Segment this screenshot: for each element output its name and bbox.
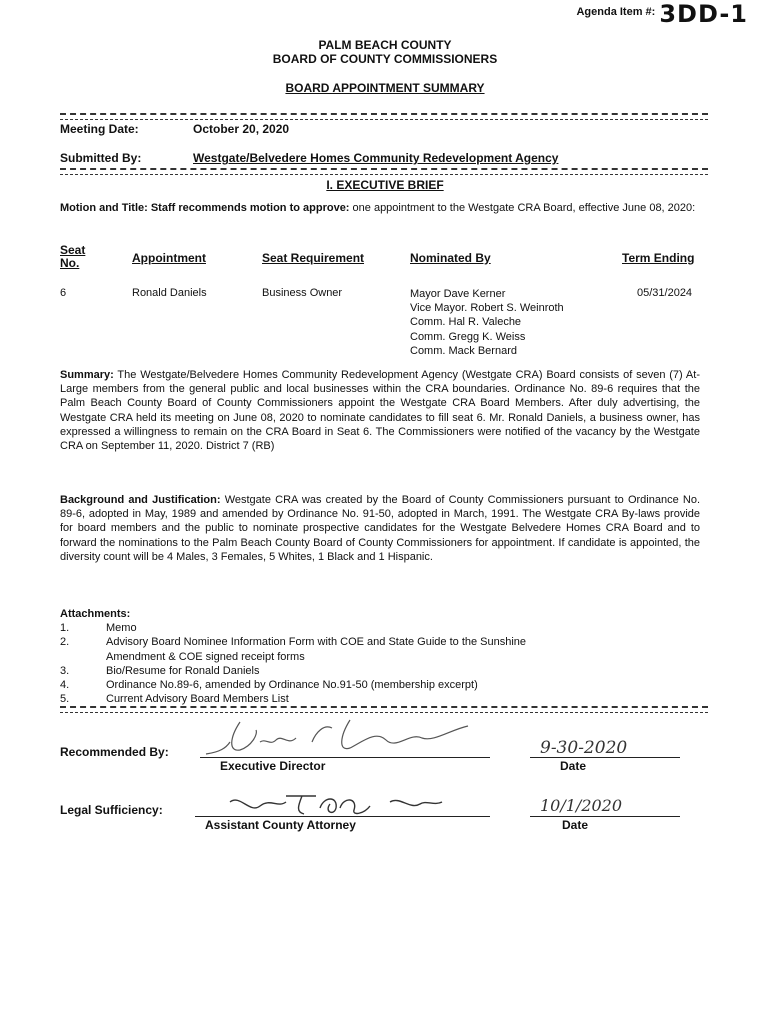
doc-title: BOARD APPOINTMENT SUMMARY bbox=[285, 81, 485, 95]
nominator: Comm. Hal R. Valeche bbox=[410, 316, 522, 329]
recommended-date-value: 9-30-2020 bbox=[540, 738, 628, 758]
county-name: PALM BEACH COUNTY bbox=[318, 38, 452, 52]
recommended-label: Recommended By: bbox=[60, 745, 169, 759]
background-label: Background and Justification: bbox=[60, 494, 221, 506]
submitted-by-value: Westgate/Belvedere Homes Community Redevelopment Agency bbox=[193, 151, 559, 165]
agenda-number: 3DD-1 bbox=[659, 0, 748, 28]
header-seat-requirement: Seat Requirement bbox=[262, 251, 365, 265]
executive-signature bbox=[200, 712, 490, 762]
row-term: 05/31/2024 bbox=[637, 287, 693, 299]
agenda-label: Agenda Item #: bbox=[576, 6, 656, 18]
attachment-item: 1. Memo bbox=[60, 622, 137, 635]
separator bbox=[60, 168, 708, 175]
row-seat: 6 bbox=[60, 287, 67, 299]
executive-title: Executive Director bbox=[220, 759, 326, 773]
summary-label: Summary: bbox=[60, 369, 114, 381]
date-line bbox=[530, 815, 680, 817]
row-nominated-list bbox=[410, 287, 564, 358]
attachment-item-continued: Amendment & COE signed receipt forms bbox=[106, 650, 305, 663]
submitted-by-label: Submitted By: bbox=[60, 151, 142, 165]
nominator: Mayor Dave Kerner bbox=[410, 288, 506, 300]
attachment-item: 2. Advisory Board Nominee Information Form with COE and State Guide to the Sunshine bbox=[60, 636, 527, 649]
legal-date-label: Date bbox=[562, 818, 589, 832]
background-paragraph bbox=[60, 493, 700, 564]
header-nominated-by: Nominated By bbox=[410, 251, 491, 265]
motion-text: one appointment to the Westgate CRA Board, effective June 08, 2020: bbox=[349, 202, 696, 214]
meeting-date-label: Meeting Date: bbox=[60, 122, 139, 136]
attachment-item: 4. Ordinance No.89-6, amended by Ordinance No.91-50 (membership excerpt) bbox=[60, 679, 478, 692]
date-line bbox=[530, 756, 680, 758]
agenda-item bbox=[576, 0, 748, 28]
nominator: Vice Mayor. Robert S. Weinroth bbox=[410, 302, 564, 315]
nominator: Comm. Mack Bernard bbox=[410, 344, 517, 357]
summary-paragraph bbox=[60, 368, 700, 453]
section-title: I. EXECUTIVE BRIEF bbox=[326, 178, 444, 192]
attachment-item: 3. Bio/Resume for Ronald Daniels bbox=[60, 664, 260, 677]
attachments-label: Attachments: bbox=[60, 608, 131, 620]
attorney-signature bbox=[220, 788, 470, 818]
header-appointment: Appointment bbox=[132, 251, 206, 265]
board-name: BOARD OF COUNTY COMMISSIONERS bbox=[272, 52, 498, 66]
header-seat: Seat No. bbox=[60, 243, 86, 270]
meeting-date-value: October 20, 2020 bbox=[193, 122, 290, 136]
attachment-item: 5. Current Advisory Board Members List bbox=[60, 693, 289, 706]
motion-paragraph bbox=[60, 201, 700, 215]
motion-label: Motion and Title: Staff recommends motion to approve: bbox=[60, 202, 350, 214]
separator bbox=[60, 113, 708, 120]
background-text: Westgate CRA was created by the Board of County Commissioners pursuant to Ordinance No. 89-6, adopted in May, 1989 and amended by Ordinance No. 91-50, adopted in March, 1991. The Westgate CRA By-laws provide for board members and the public to nominate prospective candidates for the Westgate Belvedere Homes CRA Board and to forward the nominations to the Palm Beach County Board of County Commissioners for appointment. If candidate is appointed, the diversity count will be 4 Males, 3 Females, 5 Whites, 1 Black and 1 Hispanic. bbox=[60, 494, 700, 563]
summary-text: The Westgate/Belvedere Homes Community Redevelopment Agency (Westgate CRA) Board consists of seven (7) At-Large members from the general public and local businesses within the CRA boundaries. Ordinance No. 89-6 requires that the Palm Beach County Board of County Commissioners appoint the Westgate CRA Board Members. After duly advertising, the Westgate CRA held its meeting on June 08, 2020 to nominate candidates to fill seat 6. Mr. Ronald Daniels, a business owner, has expressed a willingness to remain on the CRA Board in Seat 6. The Commissioners were notified of the vacancy by the Westgate CRA on September 11, 2020. District 7 (RB) bbox=[60, 369, 700, 453]
legal-label: Legal Sufficiency: bbox=[60, 803, 163, 817]
nominator: Comm. Gregg K. Weiss bbox=[410, 330, 526, 343]
row-appointment: Ronald Daniels bbox=[132, 287, 207, 299]
attorney-title: Assistant County Attorney bbox=[205, 818, 356, 832]
row-requirement: Business Owner bbox=[262, 287, 343, 299]
attachments bbox=[60, 607, 710, 706]
header-term-ending: Term Ending bbox=[622, 251, 695, 265]
recommended-date-label: Date bbox=[560, 759, 587, 773]
legal-date-value: 10/1/2020 bbox=[540, 796, 623, 815]
